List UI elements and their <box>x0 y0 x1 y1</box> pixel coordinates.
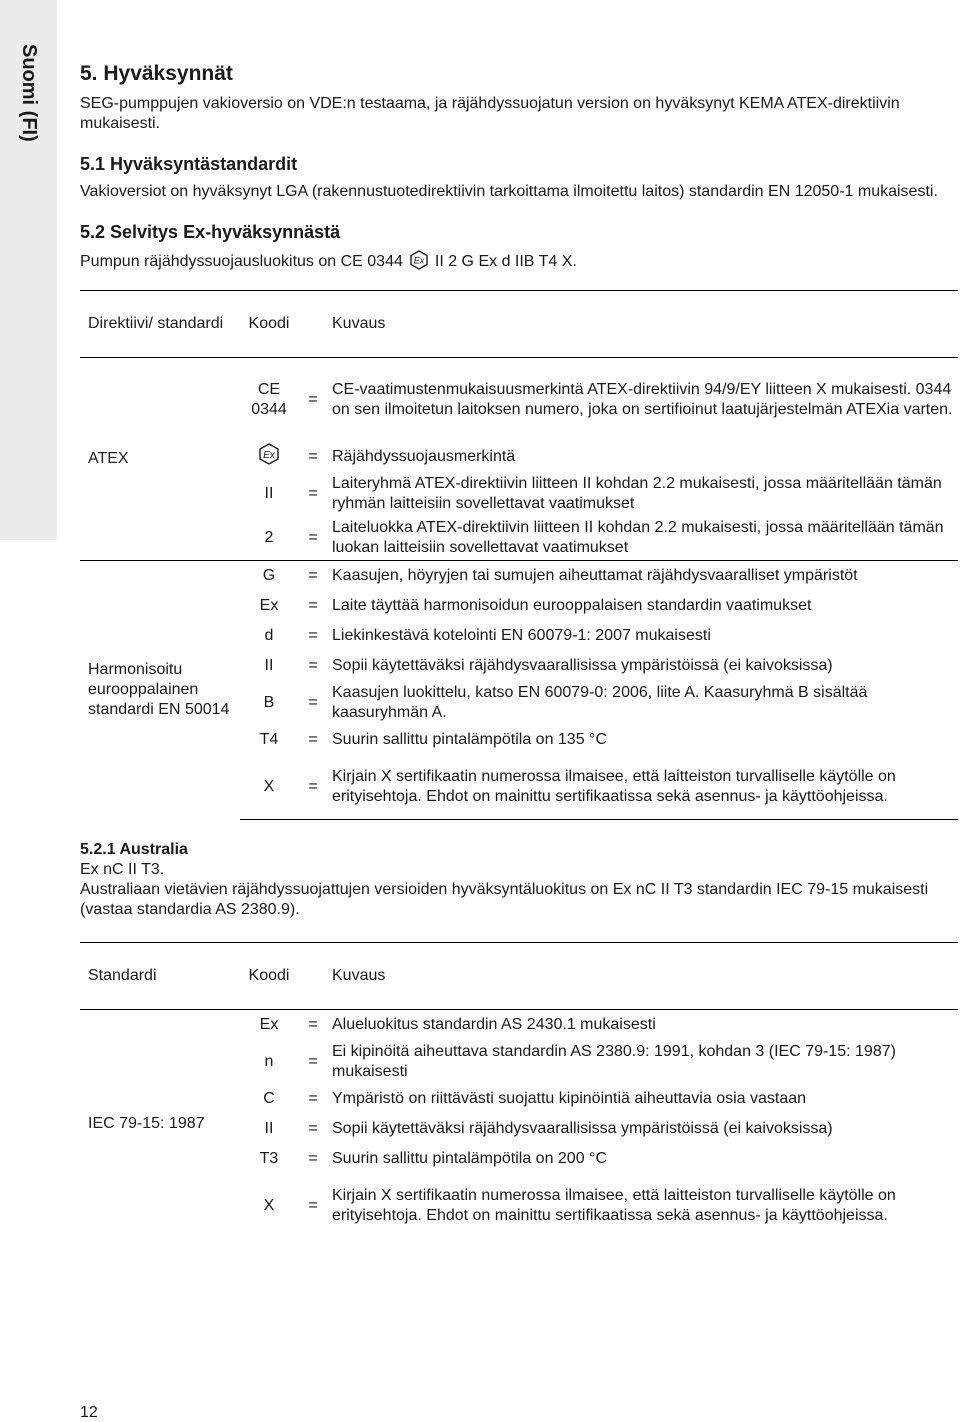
table-row <box>80 358 958 443</box>
svg-text:Ex: Ex <box>263 450 275 461</box>
row-code: Ex <box>259 1016 279 1033</box>
table-row <box>80 1010 958 1041</box>
header-eq-spacer <box>298 943 328 1010</box>
section-5-title: 5. Hyväksynnät <box>80 62 233 85</box>
group-harmonised-standard: Harmonisoitu eurooppalainen standardi EN 50014 <box>80 561 240 820</box>
row-desc: CE-vaatimustenmukaisuusmerkintä ATEX-direktiivin 94/9/EY liitteen X mukaisesti. 0344 on sen ilmoitetun laitoksen numero, joka on sertifioinut laatujärjestelmän ATEXia varten. <box>332 381 953 418</box>
row-desc: Ympäristö on riittävästi suojattu kipinöintiä aiheuttavia osia vastaan <box>332 1090 807 1107</box>
row-code: n <box>264 1053 274 1070</box>
header-standard: Standardi <box>80 943 240 1010</box>
section-5-1-text: Vakioversiot on hyväksynyt LGA (rakennustuotedirektiivin tarkoittama ilmoitettu laitos) standardin EN 12050-1 mukaisesti. <box>80 183 938 200</box>
row-eq: = <box>308 694 318 711</box>
ex-hexagon-icon <box>409 250 429 270</box>
table-row <box>80 561 958 592</box>
row-code: II <box>264 1120 274 1137</box>
row-desc: Kirjain X sertifikaatin numerossa ilmaisee, että laitteiston turvalliselle käytölle on erityisehtoja. Ehdot on mainittu sertifikaatissa sekä asennus- ja käyttöohjeissa. <box>328 755 958 820</box>
row-code: B <box>263 694 275 711</box>
language-label: Suomi (FI) <box>18 43 40 142</box>
row-eq: = <box>298 755 328 820</box>
row-desc: Kaasujen luokittelu, katso EN 60079-0: 2006, liite A. Kaasuryhmä B sisältää kaasuryhmän A. <box>332 684 868 721</box>
table-header-row <box>80 943 958 1010</box>
row-eq: = <box>308 529 318 546</box>
row-code: Ex <box>259 597 279 614</box>
row-eq: = <box>308 731 318 748</box>
table-header-row <box>80 291 958 358</box>
section-5-text: SEG-pumppujen vakioversio on VDE:n testaama, ja räjähdyssuojatun version on hyväksynyt KEMA ATEX-direktiivin mukaisesti. <box>80 95 900 132</box>
row-desc: Alueluokitus standardin AS 2430.1 mukaisesti <box>332 1016 656 1033</box>
header-directive: Direktiivi/ standardi <box>80 291 240 358</box>
row-desc: Sopii käytettäväksi räjähdysvaarallisissa ympäristöissä (ei kaivoksissa) <box>332 657 833 674</box>
row-eq: = <box>308 448 318 465</box>
header-description: Kuvaus <box>328 943 958 1010</box>
row-desc: Kirjain X sertifikaatin numerossa ilmaisee, että laitteiston turvalliselle käytölle on erityisehtoja. Ehdot on mainittu sertifikaatissa sekä asennus- ja käyttöohjeissa. <box>332 1187 896 1224</box>
row-eq: = <box>308 1053 318 1070</box>
row-desc: Kaasujen, höyryjen tai sumujen aiheuttamat räjähdysvaaralliset ympäristöt <box>328 561 958 592</box>
row-desc: Laiteluokka ATEX-direktiivin liitteen II kohdan 2.2 mukaisesti, jossa määritellään tämän luokan laitteisiin sovellettavat vaatimukset <box>332 519 944 556</box>
row-desc: Liekinkestävä kotelointi EN 60079-1: 2007 mukaisesti <box>332 627 711 644</box>
section-5-2-1 <box>80 840 958 920</box>
row-code: II <box>264 485 274 502</box>
page-content <box>80 60 958 1238</box>
row-desc: Suurin sallittu pintalämpötila on 135 °C <box>332 731 607 748</box>
row-eq: = <box>308 627 318 644</box>
svg-text:Ex: Ex <box>413 255 425 266</box>
row-eq: = <box>308 1197 318 1214</box>
group-atex: ATEX <box>88 450 129 467</box>
row-code: T4 <box>259 731 279 748</box>
section-5-2-1-line1: Ex nC II T3. <box>80 861 165 878</box>
ex-hexagon-icon <box>258 443 280 465</box>
australia-classification-table <box>80 942 958 1238</box>
row-eq: = <box>308 1016 318 1033</box>
row-code: CE 0344 <box>251 381 287 418</box>
section-5-2-text <box>80 250 958 272</box>
header-description: Kuvaus <box>328 291 958 358</box>
section-5-2-1-title: 5.2.1 Australia <box>80 841 188 858</box>
row-code: II <box>264 657 274 674</box>
ex-classification-table <box>80 290 958 820</box>
row-eq: = <box>308 1120 318 1137</box>
page-number: 12 <box>80 1404 98 1421</box>
row-code: d <box>264 627 274 644</box>
header-eq-spacer <box>298 291 328 358</box>
row-desc: Räjähdyssuojausmerkintä <box>332 448 516 465</box>
section-5-2-title: 5.2 Selvitys Ex-hyväksynnästä <box>80 222 341 242</box>
row-eq: = <box>308 657 318 674</box>
row-desc: Ei kipinöitä aiheuttava standardin AS 2380.9: 1991, kohdan 3 (IEC 79-15: 1987) mukaisesti <box>332 1043 896 1080</box>
group-iec: IEC 79-15: 1987 <box>88 1115 205 1132</box>
row-eq: = <box>308 1090 318 1107</box>
row-eq: = <box>308 391 318 408</box>
classification-text-before: Pumpun räjähdyssuojausluokitus on CE 0344 <box>80 253 403 270</box>
section-5-2-1-text: Australiaan vietävien räjähdyssuojattujen versioiden hyväksyntäluokitus on Ex nC II T3 standardin IEC 79-15 mukaisesti (vastaa standardia AS 2380.9). <box>80 881 929 918</box>
row-desc: Laite täyttää harmonisoidun eurooppalaisen standardin vaatimukset <box>332 597 812 614</box>
row-code: C <box>263 1090 275 1107</box>
classification-text-after: II 2 G Ex d IIB T4 X. <box>434 253 577 270</box>
row-code: T3 <box>259 1150 279 1167</box>
row-code: G <box>240 561 298 592</box>
row-code: X <box>240 755 298 820</box>
row-desc: Sopii käytettäväksi räjähdysvaarallisissa ympäristöissä (ei kaivoksissa) <box>332 1120 833 1137</box>
row-desc: Suurin sallittu pintalämpötila on 200 °C <box>332 1150 607 1167</box>
row-eq: = <box>308 597 318 614</box>
row-eq: = <box>298 561 328 592</box>
row-code: 2 <box>264 529 274 546</box>
row-eq: = <box>308 1150 318 1167</box>
row-eq: = <box>308 485 318 502</box>
header-code: Koodi <box>240 291 298 358</box>
section-5-1-title: 5.1 Hyväksyntästandardit <box>80 154 298 174</box>
row-code: X <box>263 1197 275 1214</box>
header-code: Koodi <box>240 943 298 1010</box>
row-desc: Laiteryhmä ATEX-direktiivin liitteen II kohdan 2.2 mukaisesti, jossa määritellään tämän ryhmän laitteisiin sovellettavat vaatimukset <box>332 475 942 512</box>
row-code <box>240 442 298 472</box>
